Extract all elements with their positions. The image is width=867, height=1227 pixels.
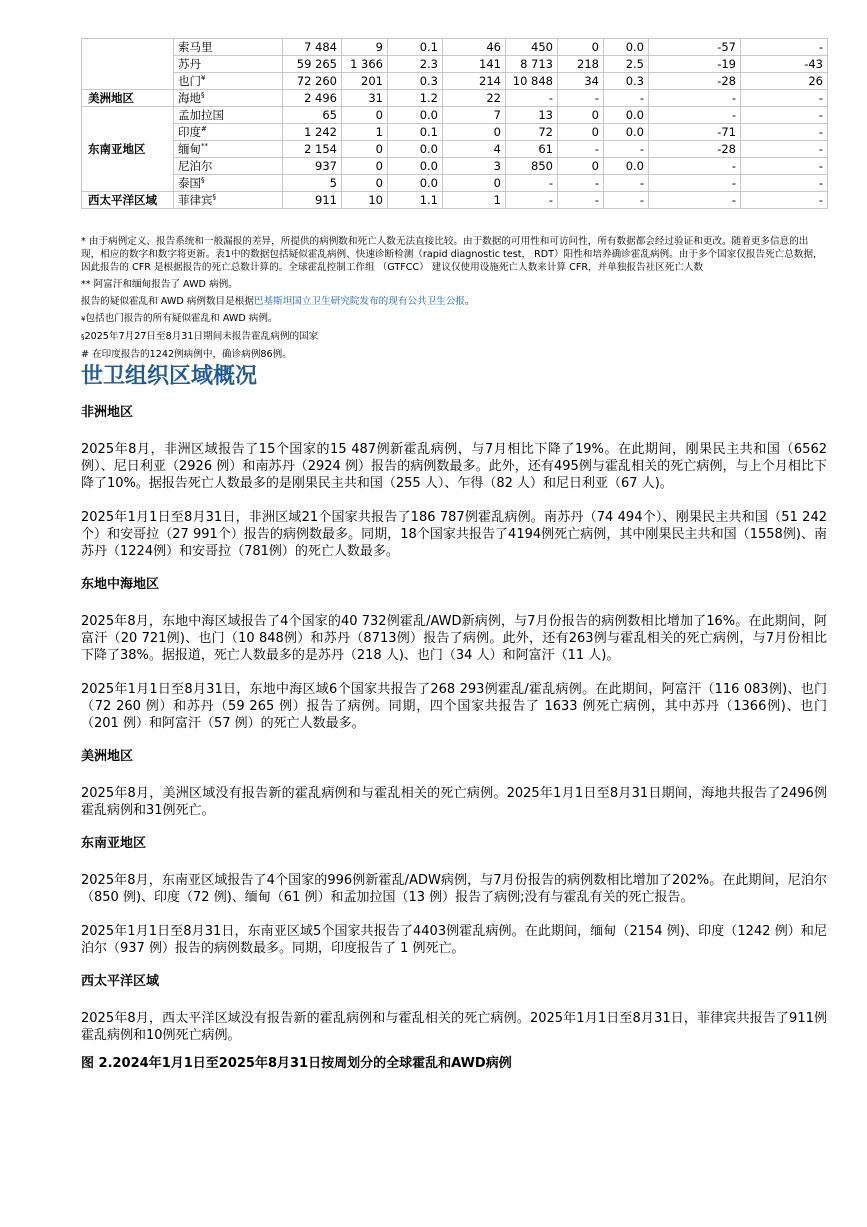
- value-cell: 7: [443, 107, 506, 124]
- value-cell: 0.1: [388, 124, 443, 141]
- value-cell: 9: [342, 39, 388, 56]
- value-cell: -: [741, 141, 828, 158]
- value-cell: 61: [506, 141, 558, 158]
- figure-caption: 图 2.2024年1月1日至2025年8月31日按周划分的全球霍乱和AWD病例: [81, 1056, 512, 1071]
- table-row: [82, 158, 828, 175]
- footnote-4-mark: ¥: [81, 315, 86, 323]
- footnote-3-pre: 报告的疑似霍乱和 AWD 病例数目是根据: [81, 296, 254, 307]
- country-cell: [174, 175, 283, 192]
- country-cell: [174, 158, 283, 175]
- value-cell: -: [604, 175, 649, 192]
- value-cell: 7 484: [283, 39, 342, 56]
- sear-paragraph-2: 2025年1月1日至8月31日，东南亚区域5个国家共报告了4403例霍乱病例。在此期间，缅甸（2154 例)、印度（1242 例）和尼泊尔（937 例）报告的病例数最多。同期，印度报告了 1 例死亡。: [81, 924, 827, 956]
- footnote-6: # 在印度报告的1242例病例中，确诊病例86例。: [81, 349, 292, 360]
- value-cell: 1: [443, 192, 506, 209]
- country-mark: ¥: [201, 74, 206, 83]
- value-cell: -: [558, 175, 604, 192]
- value-cell: 0: [342, 158, 388, 175]
- value-cell: -: [558, 141, 604, 158]
- value-cell: 0.0: [388, 158, 443, 175]
- value-cell: 0.0: [388, 107, 443, 124]
- country-cell: [174, 56, 283, 73]
- value-cell: 0: [558, 158, 604, 175]
- value-cell: -: [649, 158, 741, 175]
- emr-heading: 东地中海地区: [81, 577, 160, 592]
- value-cell: -: [604, 192, 649, 209]
- sear-heading: 东南亚地区: [81, 836, 147, 851]
- footnote-3-post: 。: [464, 296, 475, 307]
- value-cell: 3: [443, 158, 506, 175]
- value-cell: -: [741, 192, 828, 209]
- value-cell: 72 260: [283, 73, 342, 90]
- value-cell: 31: [342, 90, 388, 107]
- country-cell: [174, 39, 283, 56]
- country-name: 尼泊尔: [178, 159, 213, 173]
- country-name: 索马里: [178, 40, 213, 54]
- footnote-5: [81, 330, 827, 344]
- value-cell: 10 848: [506, 73, 558, 90]
- value-cell: 65: [283, 107, 342, 124]
- table-row: [82, 90, 828, 107]
- value-cell: 0: [443, 124, 506, 141]
- value-cell: -19: [649, 56, 741, 73]
- value-cell: 1.2: [388, 90, 443, 107]
- value-cell: 450: [506, 39, 558, 56]
- value-cell: -: [649, 107, 741, 124]
- country-cell: [174, 124, 283, 141]
- country-name: 印度: [178, 125, 201, 139]
- value-cell: 0.3: [604, 73, 649, 90]
- value-cell: -: [506, 175, 558, 192]
- value-cell: 0.0: [388, 141, 443, 158]
- value-cell: -71: [649, 124, 741, 141]
- afr-paragraph-1: 2025年8月，非洲区域报告了15个国家的15 487例新霍乱病例，与7月相比下降了19%。在此期间，刚果民主共和国（6562 例）、尼日利亚（2926 例）和南苏丹（2924 例）报告的病例数最多。此外，还有495例与霍乱相关的死亡病例，与上个月相比下降了10%。据报告死亡人数最多的是刚果民主共和国（255 人）、乍得（82 人）和尼日利亚（67 人)。: [81, 442, 827, 491]
- country-name: 海地: [178, 91, 201, 105]
- value-cell: -28: [649, 141, 741, 158]
- value-cell: -: [506, 90, 558, 107]
- country-cell: [174, 90, 283, 107]
- cholera-table: [81, 38, 828, 209]
- table-row: [82, 141, 828, 158]
- wpr-paragraph-1: 2025年8月，西太平洋区域没有报告新的霍乱病例和与霍乱相关的死亡病例。2025年1月1日至8月31日，菲律宾共报告了911例霍乱病例和10例死亡病例。: [81, 1011, 827, 1043]
- value-cell: 0: [342, 107, 388, 124]
- value-cell: 0: [443, 175, 506, 192]
- country-mark: §: [212, 193, 216, 202]
- amr-heading: 美洲地区: [81, 749, 134, 764]
- country-name: 泰国: [178, 176, 201, 190]
- wpr-heading: 西太平洋区域: [81, 974, 160, 989]
- value-cell: 34: [558, 73, 604, 90]
- country-mark: **: [201, 142, 208, 151]
- afr-heading: 非洲地区: [81, 405, 134, 420]
- section-title: 世卫组织区域概况: [81, 364, 258, 389]
- value-cell: 1 366: [342, 56, 388, 73]
- footnote-3: [81, 295, 827, 308]
- emr-paragraph-2: 2025年1月1日至8月31日，东地中海区域6个国家共报告了268 293例霍乱/霍乱病例。在此期间，阿富汗（116 083例)、也门（72 260 例）和苏丹（59 265 例）报告了病例。同期，四个国家共报告了 1633 例死亡病例，其中苏丹（1366例)、也门（201 例）和阿富汗（57 例）的死亡人数最多。: [81, 682, 827, 731]
- value-cell: 2 154: [283, 141, 342, 158]
- value-cell: -: [558, 192, 604, 209]
- footnote-5-mark: §: [81, 333, 85, 341]
- value-cell: 0.0: [604, 124, 649, 141]
- value-cell: 0: [558, 107, 604, 124]
- value-cell: 0.0: [388, 175, 443, 192]
- value-cell: 2.3: [388, 56, 443, 73]
- value-cell: 0.3: [388, 73, 443, 90]
- table-row: [82, 39, 828, 56]
- region-cell: 东南亚地区: [82, 107, 174, 192]
- value-cell: -: [741, 175, 828, 192]
- value-cell: -: [741, 90, 828, 107]
- afr-paragraph-2: 2025年1月1日至8月31日，非洲区域21个国家共报告了186 787例霍乱病例。南苏丹（74 494个）、刚果民主共和国（51 242个）和安哥拉（27 991个）报告的病例数最多。同期，18个国家共报告了4194例死亡病例，其中刚果民主共和国（1558例)、南苏丹（1224例）和安哥拉（781例）的死亡人数最多。: [81, 510, 827, 559]
- value-cell: 0: [342, 141, 388, 158]
- table-row: [82, 56, 828, 73]
- value-cell: 201: [342, 73, 388, 90]
- value-cell: 850: [506, 158, 558, 175]
- value-cell: -: [649, 175, 741, 192]
- sear-paragraph-1: 2025年8月，东南亚区域报告了4个国家的996例新霍乱/ADW病例，与7月份报告的病例数相比增加了202%。在此期间，尼泊尔（850 例)、印度（72 例)、缅甸（61 例）和孟加拉国（13 例）报告了病例;没有与霍乱有关的死亡报告。: [81, 873, 827, 905]
- footnote-1: * 由于病例定义、报告系统和一般漏报的差异，所提供的病例数和死亡人数无法直接比较。由于数据的可用性和可访问性，所有数据都会经过验证和更改。随着更多信息的出现，相应的数字和数字将更新。表1中的数据包括疑似霍乱病例、快速诊断检测（rapid diagnostic test， RDT）阳性和培养确诊霍乱病例。由于多个国家仅报告死亡总数据，因此报告的 CFR 是根据报告的死亡总数计算的。全球霍乱控制工作组 （GTFCC） 建议仅使用设施死亡人数来计算 CFR，并单独报告社区死亡人数: [81, 236, 823, 273]
- footnote-2: ** 阿富汗和缅甸报告了 AWD 病例。: [81, 279, 238, 290]
- table-row: [82, 192, 828, 209]
- emr-paragraph-1: 2025年8月，东地中海区域报告了4个国家的40 732例霍乱/AWD新病例，与7月份报告的病例数相比增加了16%。在此期间，阿富汗（20 721例)、也门（10 848例）和苏丹（8713例）报告了病例。此外，还有263例与霍乱相关的死亡病例，与7月份相比下降了38%。据报道，死亡人数最多的是苏丹（218 人)、也门（34 人）和阿富汗（11 人)。: [81, 614, 827, 663]
- value-cell: 59 265: [283, 56, 342, 73]
- country-mark: §: [201, 176, 205, 185]
- value-cell: 10: [342, 192, 388, 209]
- value-cell: 0: [558, 39, 604, 56]
- value-cell: 72: [506, 124, 558, 141]
- value-cell: 0: [342, 175, 388, 192]
- value-cell: -: [741, 39, 828, 56]
- value-cell: 937: [283, 158, 342, 175]
- value-cell: 2 496: [283, 90, 342, 107]
- value-cell: 22: [443, 90, 506, 107]
- value-cell: 8 713: [506, 56, 558, 73]
- value-cell: 26: [741, 73, 828, 90]
- region-cell: 西太平洋区域: [82, 192, 174, 209]
- footnote-4: [81, 312, 827, 326]
- bulletin-link[interactable]: 巴基斯坦国立卫生研究院发布的现有公共卫生公报: [253, 296, 465, 307]
- value-cell: 0.1: [388, 39, 443, 56]
- value-cell: 141: [443, 56, 506, 73]
- page: [81, 38, 827, 1072]
- value-cell: 0.0: [604, 39, 649, 56]
- country-name: 缅甸: [178, 142, 201, 156]
- value-cell: -: [741, 107, 828, 124]
- country-mark: #: [201, 125, 207, 134]
- country-cell: [174, 73, 283, 90]
- value-cell: -28: [649, 73, 741, 90]
- country-name: 菲律宾: [178, 193, 213, 207]
- country-cell: [174, 141, 283, 158]
- country-name: 也门: [178, 74, 201, 88]
- country-cell: [174, 107, 283, 124]
- value-cell: 2.5: [604, 56, 649, 73]
- value-cell: 13: [506, 107, 558, 124]
- value-cell: -: [506, 192, 558, 209]
- country-mark: §: [201, 91, 205, 100]
- value-cell: -: [558, 90, 604, 107]
- value-cell: 214: [443, 73, 506, 90]
- value-cell: 218: [558, 56, 604, 73]
- value-cell: 0.0: [604, 107, 649, 124]
- value-cell: 1: [342, 124, 388, 141]
- table-body: [82, 39, 828, 209]
- table-row: [82, 175, 828, 192]
- amr-paragraph-1: 2025年8月，美洲区域没有报告新的霍乱病例和与霍乱相关的死亡病例。2025年1月1日至8月31日期间，海地共报告了2496例霍乱病例和31例死亡。: [81, 786, 827, 818]
- value-cell: 1.1: [388, 192, 443, 209]
- country-cell: [174, 192, 283, 209]
- value-cell: -: [604, 141, 649, 158]
- value-cell: -43: [741, 56, 828, 73]
- value-cell: -: [649, 90, 741, 107]
- country-name: 苏丹: [178, 57, 201, 71]
- value-cell: 46: [443, 39, 506, 56]
- value-cell: -: [604, 90, 649, 107]
- value-cell: -: [741, 124, 828, 141]
- footnotes: [81, 235, 827, 361]
- table-row: [82, 107, 828, 124]
- table-row: [82, 124, 828, 141]
- table-row: [82, 73, 828, 90]
- value-cell: -57: [649, 39, 741, 56]
- footnote-5-text: 2025年7月27日至8月31日期间未报告霍乱病例的国家: [84, 331, 319, 342]
- value-cell: 4: [443, 141, 506, 158]
- region-cell: [82, 39, 174, 90]
- value-cell: -: [649, 192, 741, 209]
- value-cell: 911: [283, 192, 342, 209]
- country-name: 孟加拉国: [178, 108, 224, 122]
- region-cell: 美洲地区: [82, 90, 174, 107]
- footnote-4-text: 包括也门报告的所有疑似霍乱和 AWD 病例。: [85, 313, 278, 324]
- value-cell: 1 242: [283, 124, 342, 141]
- value-cell: 0: [558, 124, 604, 141]
- value-cell: -: [741, 158, 828, 175]
- value-cell: 0.0: [604, 158, 649, 175]
- value-cell: 5: [283, 175, 342, 192]
